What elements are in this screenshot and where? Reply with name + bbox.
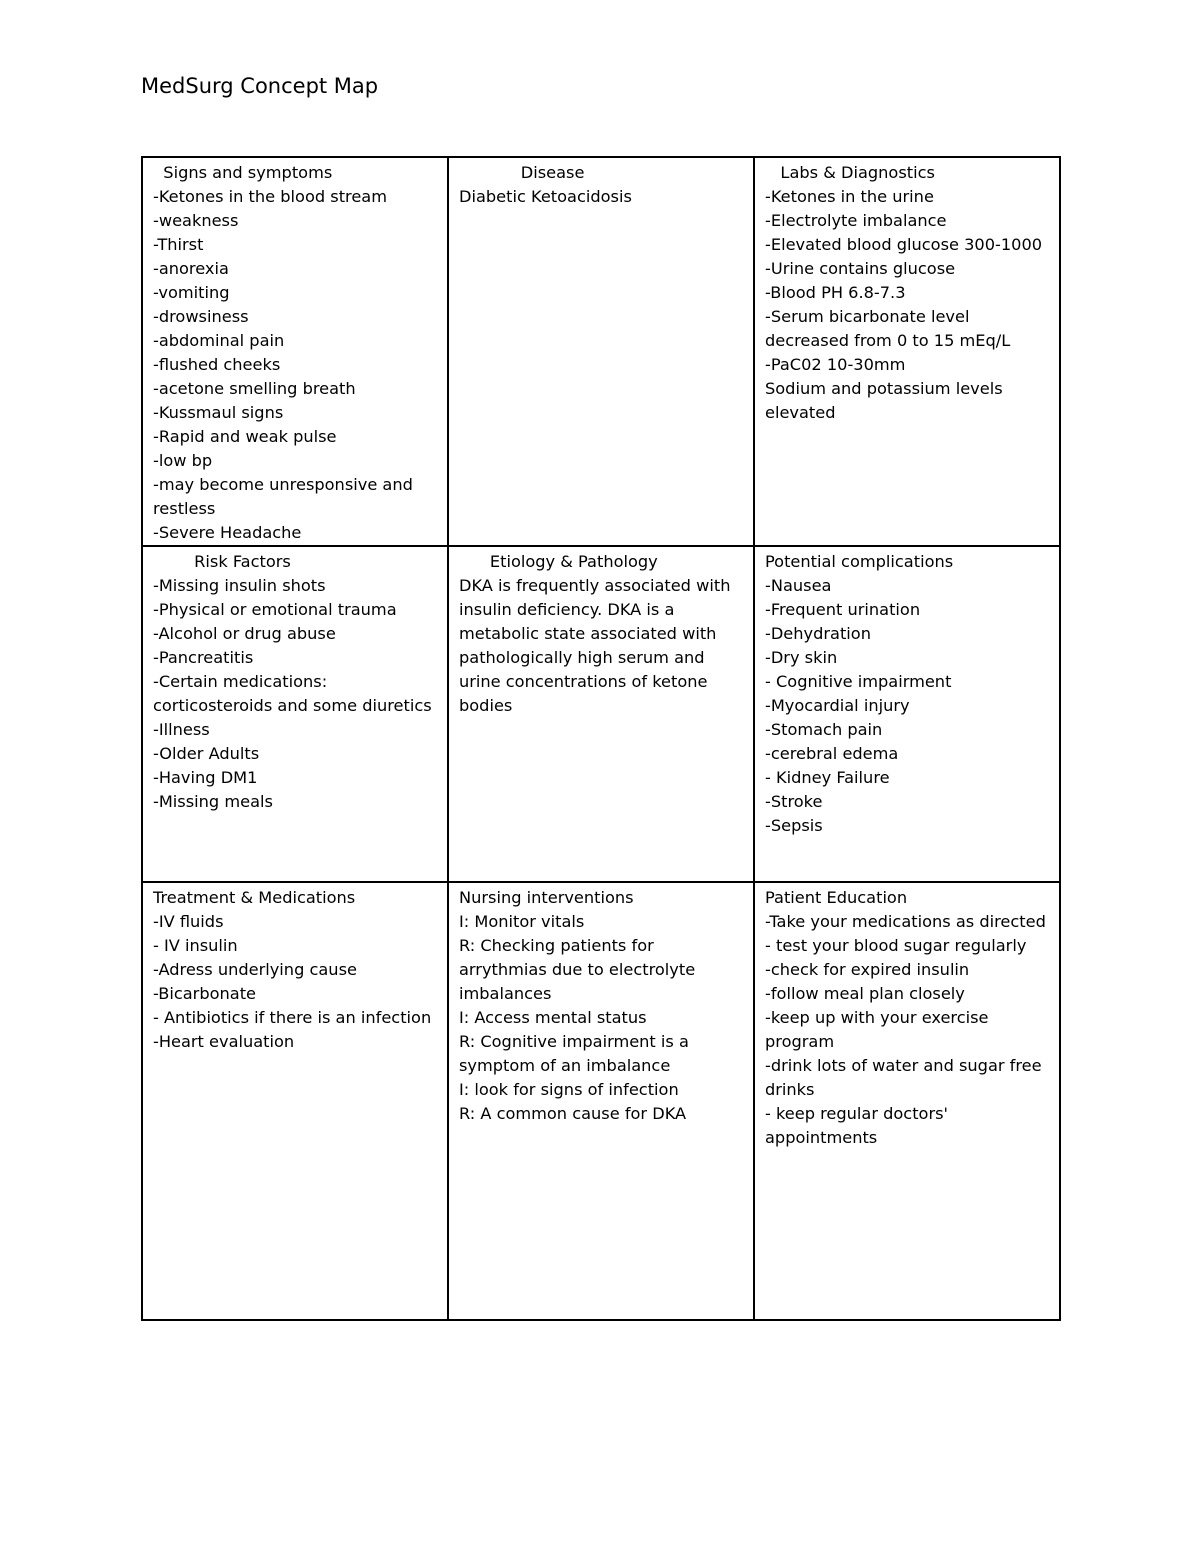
cell-heading: Risk Factors (153, 552, 291, 571)
list-item: -Stroke (765, 792, 823, 811)
list-item: R: Cognitive impairment is a symptom of an imbalance (459, 1032, 689, 1075)
list-item: -Having DM1 (153, 768, 258, 787)
cell-heading: Treatment & Medications (153, 888, 356, 907)
cell-treatment-medications (142, 882, 448, 1320)
list-item: -cerebral edema (765, 744, 899, 763)
list-item: -Kussmaul signs (153, 403, 284, 422)
cell-heading: Potential complications (765, 552, 954, 571)
cell-heading: Signs and symptoms (153, 163, 333, 182)
cell-heading: Labs & Diagnostics (765, 163, 935, 182)
list-item: -vomiting (153, 283, 230, 302)
list-item: -low bp (153, 451, 213, 470)
list-item: -Take your medications as directed (765, 912, 1046, 931)
list-item: -Missing meals (153, 792, 273, 811)
list-item: -Adress underlying cause (153, 960, 357, 979)
list-item: -Heart evaluation (153, 1032, 295, 1051)
list-item: - IV insulin (153, 936, 238, 955)
list-item: -Bicarbonate (153, 984, 257, 1003)
list-item: -Alcohol or drug abuse (153, 624, 336, 643)
list-item: -Certain medications: corticosteroids and some diuretics (153, 672, 432, 715)
list-item: I: Monitor vitals (459, 912, 585, 931)
table-row (142, 882, 1060, 1320)
list-item: Diabetic Ketoacidosis (459, 187, 632, 206)
list-item: -Severe Headache (153, 523, 302, 542)
cell-disease (448, 157, 754, 546)
list-item: -Sepsis (765, 816, 823, 835)
list-item: -Dry skin (765, 648, 838, 667)
list-item: -PaC02 10-30mm (765, 355, 906, 374)
list-item: - Kidney Failure (765, 768, 890, 787)
cell-heading: Patient Education (765, 888, 908, 907)
cell-risk-factors (142, 546, 448, 882)
cell-patient-education (754, 882, 1060, 1320)
list-item: -check for expired insulin (765, 960, 970, 979)
list-item: -Elevated blood glucose 300-1000 (765, 235, 1043, 254)
list-item: -Pancreatitis (153, 648, 254, 667)
list-item: - Cognitive impairment (765, 672, 952, 691)
table-row (142, 157, 1060, 546)
list-item: - keep regular doctors' appointments (765, 1104, 949, 1147)
list-item: -Thirst (153, 235, 204, 254)
list-item: -Dehydration (765, 624, 871, 643)
list-item: -drowsiness (153, 307, 249, 326)
cell-heading: Nursing interventions (459, 888, 634, 907)
list-item: -Electrolyte imbalance (765, 211, 947, 230)
list-item: -flushed cheeks (153, 355, 281, 374)
list-item: R: Checking patients for arrythmias due to electrolyte imbalances (459, 936, 696, 1003)
list-item: -Older Adults (153, 744, 260, 763)
list-item: -weakness (153, 211, 239, 230)
list-item: -may become unresponsive and restless (153, 475, 413, 518)
list-item: -Illness (153, 720, 210, 739)
list-item: -Blood PH 6.8-7.3 (765, 283, 906, 302)
list-item: -abdominal pain (153, 331, 285, 350)
list-item: -Rapid and weak pulse (153, 427, 337, 446)
table-row (142, 546, 1060, 882)
cell-heading: Etiology & Pathology (459, 552, 658, 571)
concept-map-table (141, 156, 1061, 1321)
list-item: - test your blood sugar regularly (765, 936, 1027, 955)
cell-etiology-pathology (448, 546, 754, 882)
list-item: R: A common cause for DKA (459, 1104, 687, 1123)
list-item: -Serum bicarbonate level decreased from 0 to 15 mEq/L (765, 307, 1011, 350)
cell-signs-and-symptoms (142, 157, 448, 546)
list-item: -Frequent urination (765, 600, 921, 619)
list-item: -IV fluids (153, 912, 224, 931)
cell-potential-complications (754, 546, 1060, 882)
list-item: -Physical or emotional trauma (153, 600, 397, 619)
cell-nursing-interventions (448, 882, 754, 1320)
list-item: -Myocardial injury (765, 696, 910, 715)
list-item: -Stomach pain (765, 720, 883, 739)
list-item: -Urine contains glucose (765, 259, 956, 278)
list-item: DKA is frequently associated with insulin deficiency. DKA is a metabolic state associated with pathologically high serum and urine concentrations of ketone bodies (459, 576, 731, 715)
cell-heading: Disease (459, 163, 585, 182)
list-item: -keep up with your exercise program (765, 1008, 989, 1051)
list-item: - Antibiotics if there is an infection (153, 1008, 432, 1027)
list-item: -Ketones in the blood stream (153, 187, 387, 206)
page-title: MedSurg Concept Map (141, 74, 379, 98)
list-item: I: Access mental status (459, 1008, 647, 1027)
list-item: -follow meal plan closely (765, 984, 965, 1003)
list-item: -Missing insulin shots (153, 576, 326, 595)
list-item: -Nausea (765, 576, 832, 595)
list-item: -acetone smelling breath (153, 379, 356, 398)
list-item: -anorexia (153, 259, 229, 278)
cell-labs-diagnostics (754, 157, 1060, 546)
list-item: -Ketones in the urine (765, 187, 934, 206)
list-item: Sodium and potassium levels elevated (765, 379, 1003, 422)
list-item: I: look for signs of infection (459, 1080, 679, 1099)
list-item: -drink lots of water and sugar free drinks (765, 1056, 1042, 1099)
